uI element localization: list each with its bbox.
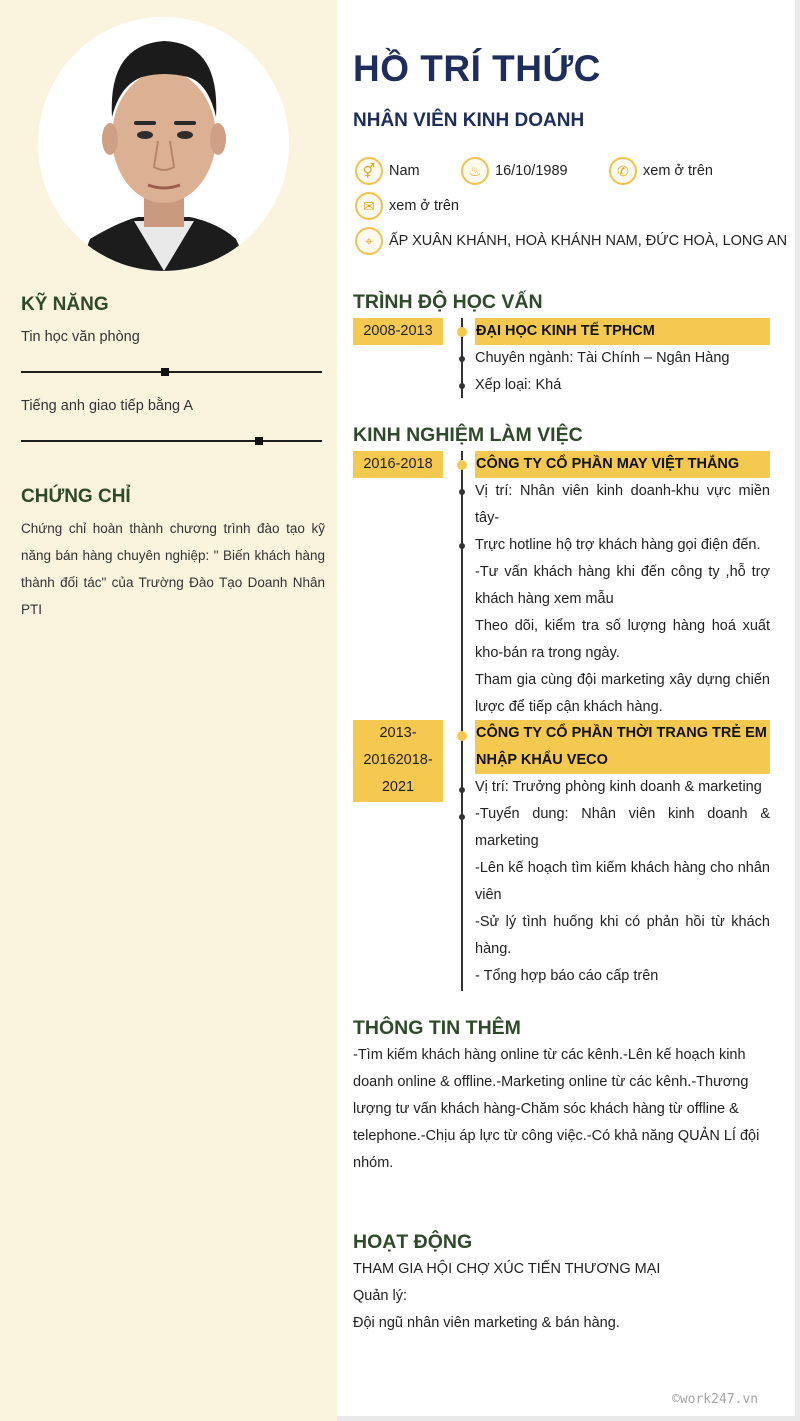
job-line: Trực hotline hộ trợ khách hàng gọi điện đến.: [475, 537, 761, 553]
phone-icon: ✆: [609, 157, 637, 185]
bullet-dot: [459, 543, 465, 549]
skill-bar: [21, 440, 322, 442]
activity-line: Đội ngũ nhân viên marketing & bán hàng.: [353, 1315, 620, 1331]
additional-title: THÔNG TIN THÊM: [353, 1017, 521, 1039]
skill-level-marker: [255, 437, 263, 445]
company-name: CÔNG TY CỔ PHẦN THỜI TRANG TRẺ EM NHẬP KHẨU VECO: [475, 720, 770, 774]
skills-title: KỸ NĂNG: [21, 294, 109, 315]
job-date: 2016-2018: [353, 451, 443, 478]
job-line: Vị trí: Nhân viên kinh doanh-khu vực miền tây-: [475, 483, 770, 526]
job-date-line: 2013-: [379, 725, 417, 741]
watermark: ©work247.vn: [672, 1392, 759, 1407]
job-date-line: 2021: [381, 779, 415, 795]
skill-bar: [21, 371, 322, 373]
activity-line: Quản lý:: [353, 1288, 407, 1304]
page-border-right: [795, 0, 800, 1421]
timeline-dot: [457, 460, 467, 470]
bullet-dot: [459, 787, 465, 793]
job-line: -Lên kế hoạch tìm kiếm khách hàng cho nhân viên: [475, 860, 770, 903]
bullet-dot: [459, 489, 465, 495]
job-date-line: 20162018-: [363, 752, 433, 768]
activity-line: THAM GIA HỘI CHỢ XÚC TIẾN THƯƠNG MẠI: [353, 1261, 661, 1277]
experience-timeline: [461, 451, 463, 991]
job-title: NHÂN VIÊN KINH DOANH: [353, 110, 585, 131]
cake-icon: ♨: [461, 157, 489, 185]
job-line: -Tuyển dung: Nhân viên kinh doanh & marketing: [475, 806, 770, 849]
skill-name: Tiếng anh giao tiếp bằng A: [21, 398, 193, 414]
job-line: Tham gia cùng đội marketing xây dựng chiến lược để tiếp cận khách hàng.: [475, 672, 770, 715]
candidate-name: HỒ TRÍ THỨC: [353, 48, 601, 89]
birthday-value: 16/10/1989: [495, 163, 568, 179]
gender-icon: ⚥: [355, 157, 383, 185]
map-icon: ⌖: [355, 227, 383, 255]
job-line: - Tổng hợp báo cáo cấp trên: [475, 968, 659, 984]
job-date: [353, 720, 443, 802]
job-line: -Tư vấn khách hàng khi đến công ty ,hỗ trợ khách hàng xem mẫu: [475, 564, 770, 607]
mail-icon: ✉: [355, 192, 383, 220]
address-value: ẤP XUÂN KHÁNH, HOÀ KHÁNH NAM, ĐỨC HOÀ, LONG AN: [389, 233, 788, 249]
education-line: Chuyên ngành: Tài Chính – Ngân Hàng: [475, 350, 730, 366]
additional-text: -Tìm kiếm khách hàng online từ các kênh.-Lên kế hoạch kinh doanh online & offline.-Marketing online từ các kênh.-Thương lượng tư vấn khách hàng-Chăm sóc khách hàng từ offline & telephone.-Chịu áp lực từ công việc.-Có khả năng QUẢN LÍ đội nhóm.: [353, 1047, 760, 1171]
education-line: Xếp loại: Khá: [475, 377, 562, 393]
phone-value: xem ở trên: [643, 163, 713, 179]
timeline-dot: [457, 731, 467, 741]
avatar-portrait: [38, 17, 289, 271]
certificates-text: Chứng chỉ hoàn thành chương trình đào tạo kỹ năng bán hàng chuyên nghiệp: " Biến khách hàng thành đối tác" của Trường Đào Tạo Doanh Nhân PTI: [21, 521, 325, 617]
education-title: TRÌNH ĐỘ HỌC VẤN: [353, 291, 543, 313]
education-date: 2008-2013: [353, 318, 443, 345]
job-line: Theo dõi, kiểm tra số lượng hàng hoá xuất kho-bán ra trong ngày.: [475, 618, 770, 661]
bullet-dot: [459, 383, 465, 389]
job-line: -Sử lý tình huống khi có phản hồi từ khách hàng.: [475, 914, 770, 957]
page-border-bottom: [337, 1416, 800, 1421]
email-info: [355, 192, 459, 220]
bullet-dot: [459, 814, 465, 820]
school-name: ĐẠI HỌC KINH TẾ TPHCM: [475, 318, 770, 345]
phone-info: [609, 157, 713, 185]
company-name: CÔNG TY CỔ PHẦN MAY VIỆT THẮNG: [475, 451, 770, 478]
address-info: [355, 227, 787, 255]
certificates-title: CHỨNG CHỈ: [21, 486, 131, 507]
avatar: [38, 17, 289, 271]
skill-level-marker: [161, 368, 169, 376]
timeline-dot: [457, 327, 467, 337]
skill-name: Tin học văn phòng: [21, 329, 140, 345]
gender-info: [355, 157, 420, 185]
birthday-info: [461, 157, 568, 185]
bullet-dot: [459, 356, 465, 362]
activities-title: HOẠT ĐỘNG: [353, 1231, 473, 1253]
experience-title: KINH NGHIỆM LÀM VIỆC: [353, 424, 583, 446]
job-line: Vị trí: Trưởng phòng kinh doanh & marketing: [475, 779, 762, 795]
gender-value: Nam: [389, 163, 420, 179]
email-value: xem ở trên: [389, 198, 459, 214]
